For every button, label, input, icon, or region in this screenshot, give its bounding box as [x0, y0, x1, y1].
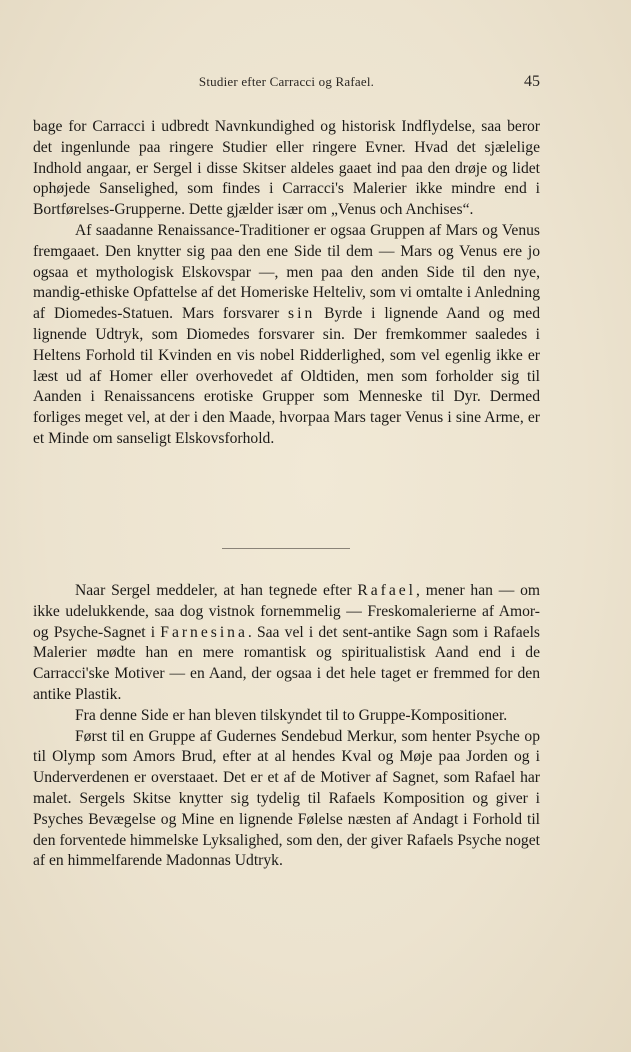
emphasis-rafael: Rafael	[357, 582, 417, 599]
section-divider	[222, 548, 350, 549]
running-title: Studier efter Carracci og Rafael.	[198, 74, 375, 89]
text-run: , mener han — om ikke udelukkende, saa dog vistnok fornemmelig — Freskomalerierne af Amor- og Psyche-Sagnet i	[33, 582, 540, 641]
text-run: . Saa vel i det sent-antike Sagn som i Rafaels Malerier mødte han en mere romantisk og spiritualistisk Aand end i de Carracci'ske Motiver — en Aand, der ogsaa i det hele taget er fremmed for den antike Plastik.	[33, 623, 540, 703]
paragraph-merkur-psyche: Først til en Gruppe af Gudernes Sendebud Merkur, som henter Psyche op til Olymp som Amors Brud, efter at al hendes Kval og Møje paa Jorden og i Underverdenen er overstaaet. Det er et af de Motiver af Sagnet, som Rafael har malet. Sergels Skitse knytter sig tydelig til Rafaels Komposition og giver i Psyches Bevægelse og Mine en lignende Følelse næsten af Andagt i Forhold til den forventede himmelske Lyksalighed, som den, der giver Rafaels Psyche noget af en himmelfarende Madonnas Udtryk.	[33, 727, 540, 870]
text-run: Naar Sergel meddeler, at han tegnede efter	[75, 582, 358, 599]
paragraph-rafael	[33, 581, 540, 706]
text-run: Byrde i lignende Aand og med lignende Udtryk, som Diomedes forsvarer sin. Der fremkommer saaledes i Heltens Forhold til Kvinden en vis nobel Ridderlighed, som vel egenlig ikke er læst ud af Homer eller overhovedet af Oldtiden, men som forholder sig til Aanden i Renaissancens erotiske Grupper som Menneske til Dyr. Dermed forliges meget vel, at der i den Maade, hvorpaa Mars tager Venus i sine Arme, er et Minde om sanseligt Elskovsforhold.	[33, 305, 541, 447]
section-1	[33, 117, 540, 450]
running-head	[33, 74, 540, 96]
paragraph-continued: bage for Carracci i udbredt Navnkundighed og historisk Indflydelse, saa beror det ingenlunde paa ringere Studier eller ringere Evner. Hvad det sjælelige Indhold angaar, er Sergel i disse Skitser aldeles gaaet ind paa den drøje og lidet ophøjede Sanselighed, som findes i Carracci's Malerier ikke mindre end i Bortførelses-Grupperne. Dette gjælder især om „Venus och Anchises“.	[33, 118, 540, 219]
emphasis-farnesina: Farnesina	[160, 623, 248, 641]
page-number: 45	[524, 73, 540, 90]
section-2	[33, 581, 540, 872]
emphasis-sin: sin	[288, 305, 316, 323]
paragraph-group-compositions: Fra denne Side er han bleven tilskyndet til to Gruppe-Kompositioner.	[75, 706, 508, 724]
text-run: Af saadanne Renaissance-Traditioner er ogsaa Gruppen af Mars og Venus fremgaaet. Den knytter sig paa den ene Side til dem — Mars og Venus ere jo ogsaa et mythologisk Elskovspar —, men paa den anden Side til den nye, mandig-ethiske Opfattelse af det Homeriske Helteliv, som vi omtalte i Anledning af Diomedes-Statuen. Mars forsvarer	[33, 221, 540, 323]
paragraph-mars-venus	[33, 221, 540, 450]
